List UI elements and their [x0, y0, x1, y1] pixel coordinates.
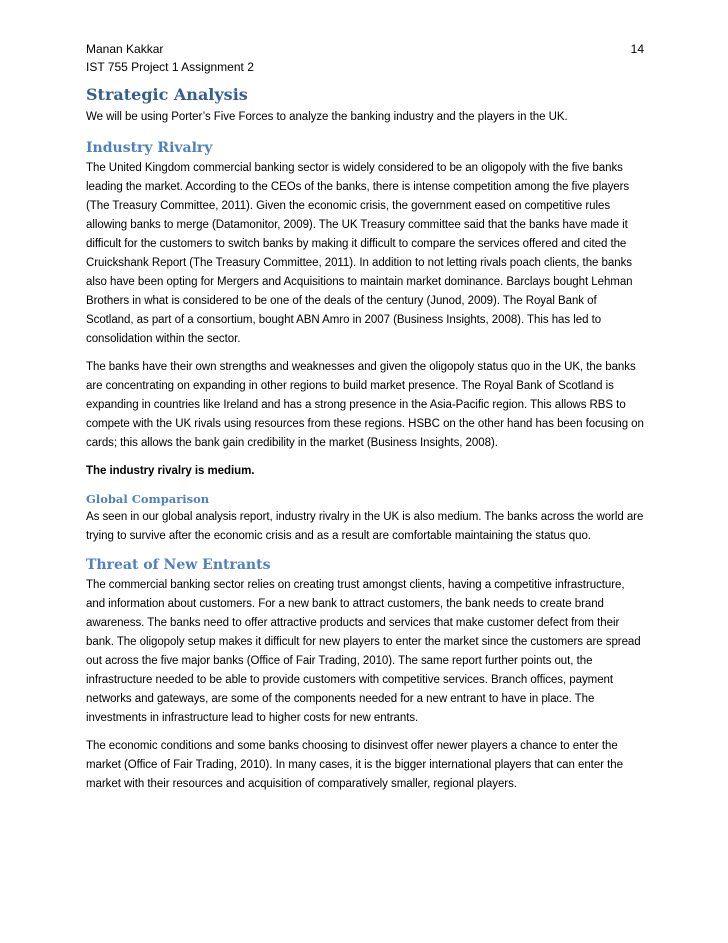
course-line: IST 755 Project 1 Assignment 2 [86, 60, 254, 74]
document-page [86, 40, 644, 794]
rivalry-paragraph-1: The United Kingdom commercial banking sector is widely considered to be an oligopoly with the five banks leading the market. According to the CEOs of the banks, there is intense competition among the five players (The Treasury Committee, 2011). Given the economic crisis, the government eased on competitive rules allowing banks to merge (Datamonitor, 2009). The UK Treasury committee said that the banks have made it difficult for the customers to switch banks by making it difficult to compare the services offered and cited the Cruickshank Report (The Treasury Committee, 2011). In addition to not letting rivals poach clients, the banks also have been opting for Mergers and Acquisitions to maintain market dominance. Barclays bought Lehman Brothers in what is considered to be one of the deals of the century (Junod, 2009). The Royal Bank of Scotland, as part of a consortium, bought ABN Amro in 2007 (Business Insights, 2008). This has led to consolidation within the sector. [86, 162, 633, 345]
rivalry-conclusion: The industry rivalry is medium. [86, 465, 255, 477]
author-name: Manan Kakkar [86, 42, 164, 56]
page-header [86, 40, 644, 58]
page-number: 14 [630, 42, 644, 56]
rivalry-paragraph-2: The banks have their own strengths and weaknesses and given the oligopoly status quo in the UK, the banks are concentrating on expanding in other regions to build market presence. The Royal Bank of Scotland is expanding in countries like Ireland and has a strong presence in the Asia-Pacific region. This allows RBS to compete with the UK rivals using resources from these regions. HSBC on the other hand has been focusing on cards; this allows the bank gain credibility in the market (Business Insights, 2008). [86, 361, 644, 449]
heading-threat-new-entrants: Threat of New Entrants [86, 557, 271, 573]
section-title: Strategic Analysis [86, 85, 248, 104]
global-paragraph: As seen in our global analysis report, industry rivalry in the UK is also medium. The banks across the world are trying to survive after the economic crisis and as a result are comfortable maintaining the status quo. [86, 511, 644, 542]
heading-industry-rivalry: Industry Rivalry [86, 140, 213, 156]
entrants-paragraph-1: The commercial banking sector relies on creating trust amongst clients, having a competitive infrastructure, and information about customers. For a new bank to attract customers, the bank needs to create brand awareness. The banks need to offer attractive products and services that make customer defect from their bank. The oligopoly setup makes it difficult for new players to enter the market since the customers are spread out across the five major banks (Office of Fair Trading, 2010). The same report further points out, the infrastructure needed to be able to provide customers with competitive services. Branch offices, payment networks and gateways, are some of the components needed for a new entrant to have in place. The investments in infrastructure lead to higher costs for new entrants. [86, 579, 641, 724]
intro-paragraph: We will be using Porter’s Five Forces to analyze the banking industry and the players in the UK. [86, 111, 568, 123]
entrants-paragraph-2: The economic conditions and some banks choosing to disinvest offer newer players a chance to enter the market (Office of Fair Trading, 2010). In many cases, it is the bigger international players that can enter the market with their resources and acquisition of comparatively smaller, regional players. [86, 740, 623, 790]
heading-global-comparison: Global Comparison [86, 492, 210, 506]
